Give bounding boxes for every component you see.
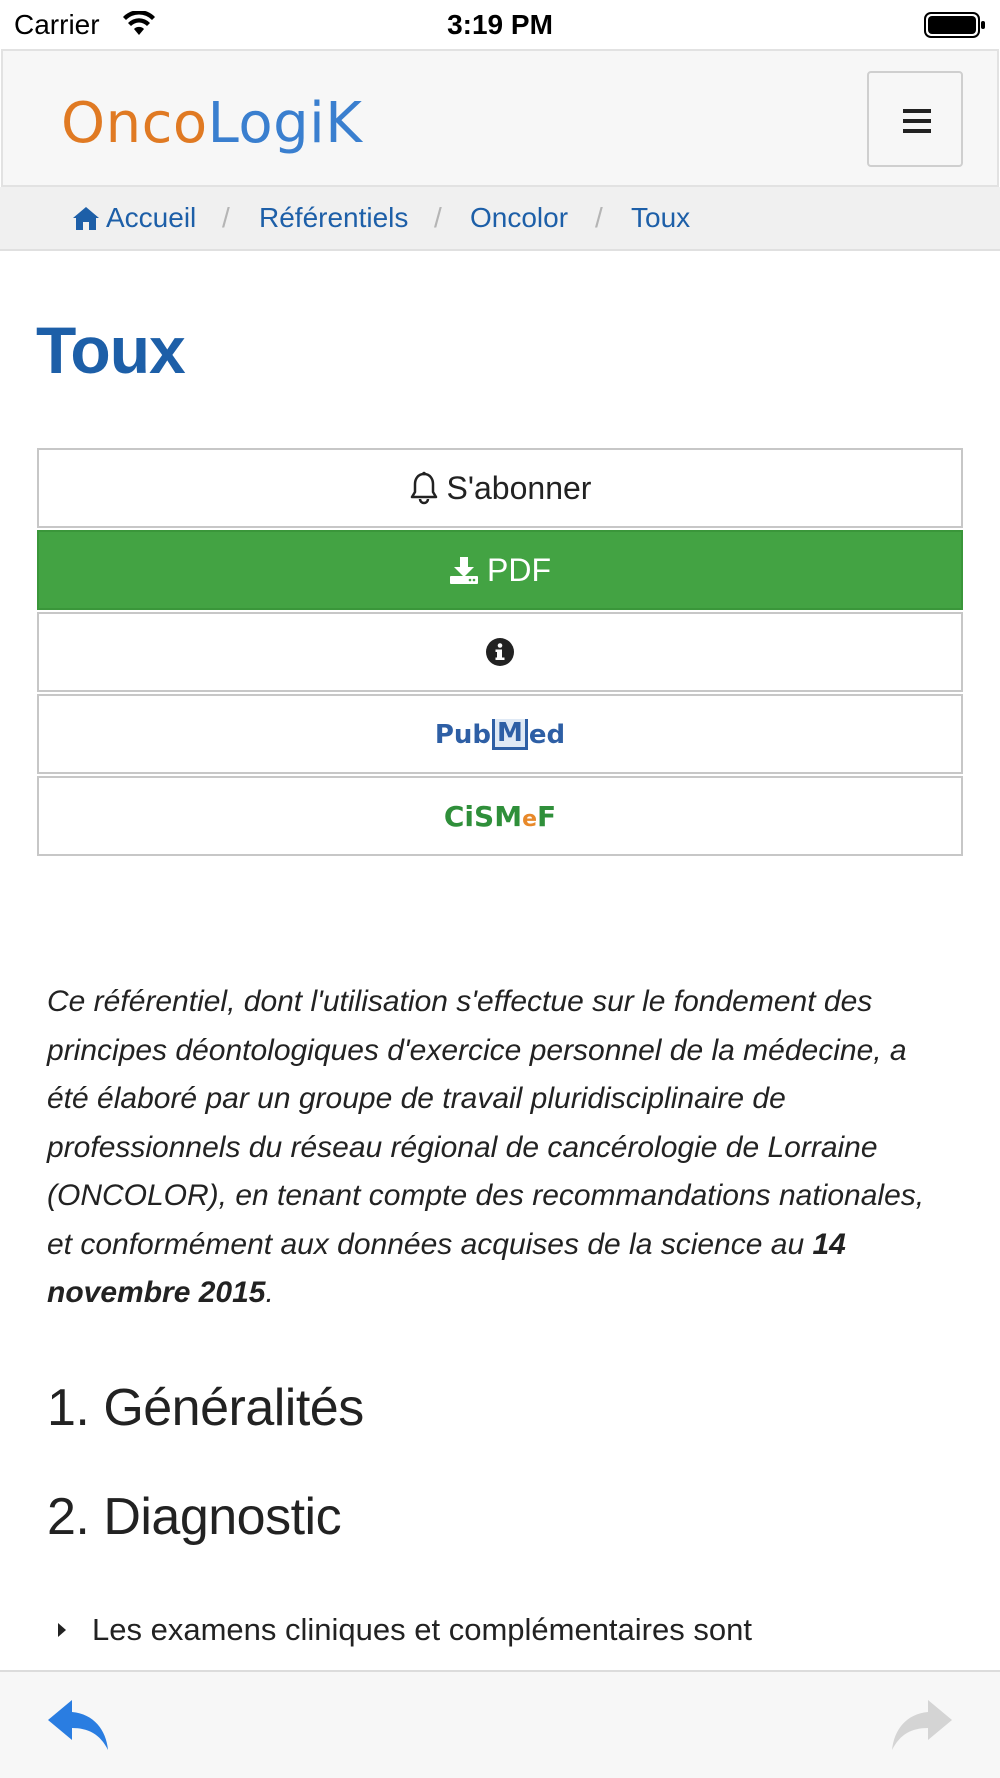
bullet-icon	[58, 1623, 66, 1637]
logo-logik: LogiK	[207, 91, 363, 156]
bell-icon	[409, 471, 439, 505]
section-heading-diagnostic: 2. Diagnostic	[47, 1488, 342, 1546]
navbar	[1, 49, 999, 187]
info-button[interactable]	[37, 612, 963, 692]
pubmed-logo-pub: Pub	[434, 719, 492, 750]
breadcrumb	[0, 187, 1000, 251]
pubmed-logo-m: M	[492, 719, 528, 750]
back-arrow-icon[interactable]	[44, 1696, 116, 1754]
pubmed-button[interactable]	[37, 694, 963, 774]
cismef-button[interactable]	[37, 776, 963, 856]
oncologik-logo[interactable]	[61, 91, 362, 156]
breadcrumb-separator: /	[222, 202, 230, 233]
download-icon	[449, 555, 479, 585]
pdf-label: PDF	[487, 551, 551, 588]
carrier-label: Carrier	[14, 9, 100, 40]
breadcrumb-toux[interactable]: Toux	[631, 202, 691, 233]
breadcrumb-separator: /	[595, 202, 603, 233]
intro-paragraph	[47, 978, 947, 1318]
hamburger-icon	[903, 109, 931, 133]
cismef-logo-cism: CiSM	[443, 799, 523, 833]
list-item	[58, 1612, 752, 1648]
breadcrumb-home[interactable]	[72, 202, 196, 234]
battery-icon	[924, 11, 986, 39]
breadcrumb-separator: /	[434, 202, 442, 233]
list-item-text: Les examens cliniques et complémentaires sont	[92, 1612, 752, 1647]
home-icon	[72, 205, 100, 231]
page-title: Toux	[36, 313, 185, 387]
browser-toolbar	[0, 1670, 1000, 1778]
status-bar	[0, 0, 1000, 50]
cismef-logo-e: e	[522, 806, 537, 832]
breadcrumb-oncolor[interactable]: Oncolor	[470, 202, 569, 233]
breadcrumb-referentiels[interactable]: Référentiels	[259, 202, 409, 233]
menu-toggle-button[interactable]	[867, 71, 963, 167]
pdf-download-button[interactable]	[37, 530, 963, 610]
subscribe-label: S'abonner	[446, 469, 592, 506]
section-heading-generalites: 1. Généralités	[47, 1379, 364, 1437]
intro-date: 14 novembre 2015	[47, 1227, 846, 1309]
info-icon	[485, 637, 515, 667]
forward-arrow-icon[interactable]	[884, 1696, 956, 1754]
action-buttons	[37, 448, 963, 858]
cismef-logo	[444, 800, 556, 833]
breadcrumb-home-label: Accueil	[106, 202, 197, 233]
cismef-logo-f: F	[536, 799, 557, 833]
clock: 3:19 PM	[447, 9, 553, 40]
intro-end: .	[265, 1276, 274, 1309]
pubmed-logo-ed: ed	[528, 719, 566, 750]
subscribe-button[interactable]	[37, 448, 963, 528]
intro-text: Ce référentiel, dont l'utilisation s'effectue sur le fondement des principes déontologiques d'exercice personnel de la médecine, a été élaboré par un groupe de travail pluridisciplinaire de professionnels du réseau régional de cancérologie de Lorraine (ONCOLOR), en tenant compte des recommandations nationales, et conformément aux données acquises de la science au	[47, 985, 925, 1261]
pubmed-logo	[435, 719, 565, 750]
logo-onco: Onco	[61, 91, 208, 156]
